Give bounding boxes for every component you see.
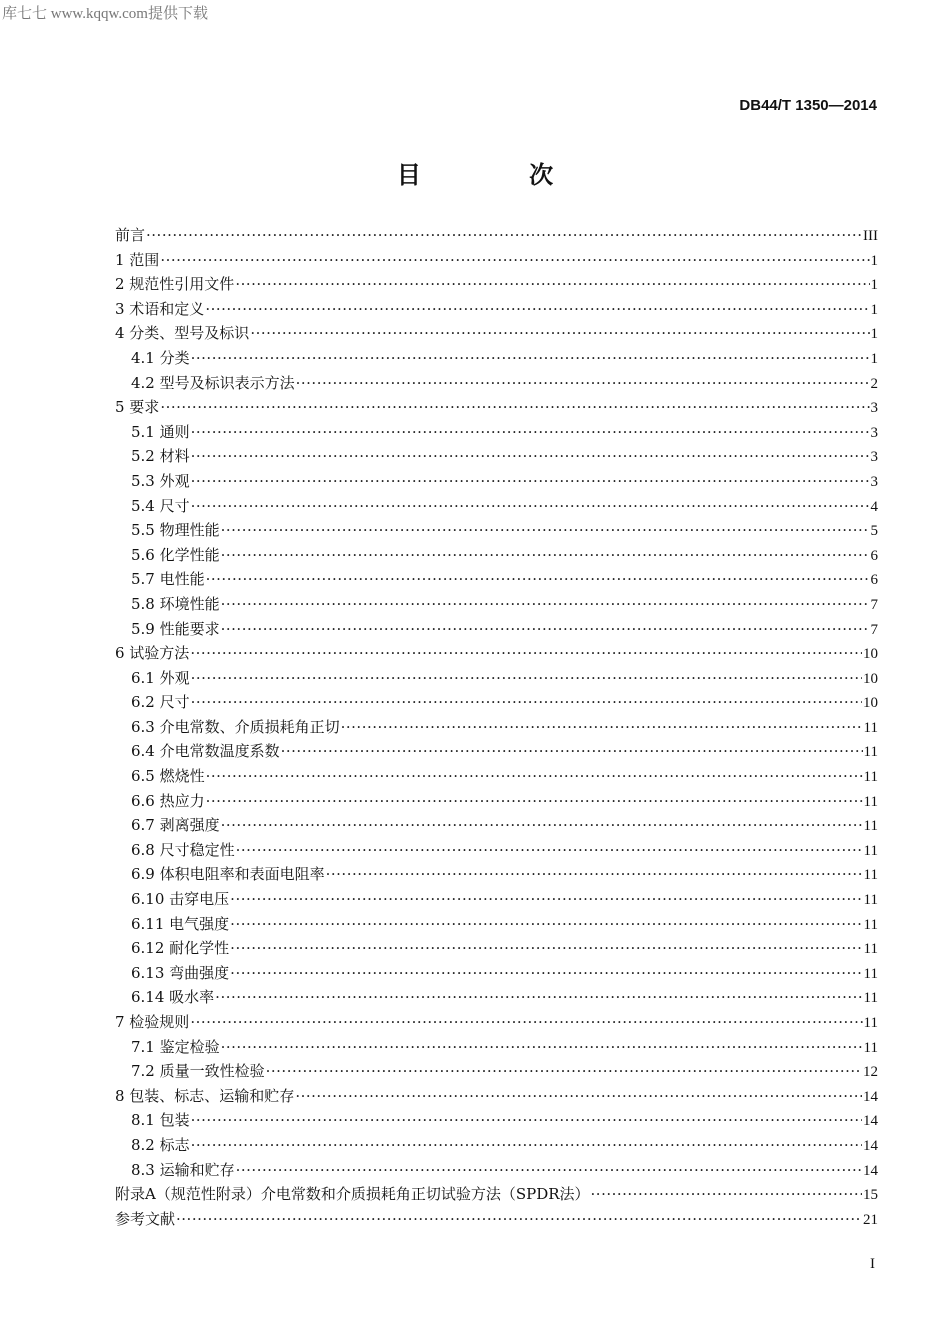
dot-leader (191, 497, 870, 515)
toc-entry-label: 5.7 电性能 (131, 570, 205, 589)
toc-entry-label: 6.9 体积电阻率和表面电阻率 (131, 865, 325, 884)
toc-entry-page: 4 (870, 498, 878, 515)
toc-entry-label: 6 试验方法 (115, 644, 190, 663)
toc-entry-page: 21 (863, 1211, 878, 1228)
toc-entry[interactable] (115, 888, 878, 913)
dot-leader (221, 816, 863, 834)
dot-leader (326, 865, 863, 883)
dot-leader (236, 841, 863, 859)
toc-entry[interactable] (115, 298, 878, 323)
toc-entry-page: 11 (863, 892, 878, 909)
toc-entry-page: 14 (863, 1088, 878, 1105)
toc-entry-label: 2 规范性引用文件 (115, 275, 235, 294)
dot-leader (230, 939, 862, 957)
toc-entry-page: 7 (870, 596, 878, 613)
toc-entry-label: 5.1 通则 (131, 422, 190, 441)
toc-entry-page: 3 (870, 449, 878, 466)
toc-entry[interactable] (115, 544, 878, 569)
toc-entry-label: 附录A（规范性附录）介电常数和介质损耗角正切试验方法（SPDR法） (115, 1185, 590, 1204)
dot-leader (206, 767, 863, 785)
toc-entry-label: 5.9 性能要求 (131, 619, 220, 638)
toc-entry[interactable] (115, 1085, 878, 1110)
toc-entry-label: 6.2 尺寸 (131, 693, 190, 712)
page-title: 目 次 (396, 161, 604, 189)
toc-entry-page: 6 (870, 547, 878, 564)
toc-entry-label: 6.4 介电常数温度系数 (131, 742, 280, 761)
toc-entry-page: 1 (870, 301, 878, 318)
dot-leader (221, 521, 870, 539)
dot-leader (296, 374, 870, 392)
toc-entry[interactable] (115, 495, 878, 520)
toc-entry-label: 5.4 尺寸 (131, 496, 190, 515)
toc-entry-page: 3 (870, 424, 878, 441)
dot-leader (191, 472, 870, 490)
dot-leader (215, 988, 862, 1006)
toc-entry-label: 6.12 耐化学性 (131, 939, 230, 958)
toc-entry-label: 4.1 分类 (131, 348, 190, 367)
toc-entry[interactable] (115, 937, 878, 962)
watermark: 库七七 www.kqqw.com提供下载 (2, 6, 208, 22)
toc-entry-page: 10 (863, 670, 878, 687)
dot-leader (190, 1013, 862, 1031)
toc-entry-label: 5.2 材料 (131, 447, 190, 466)
toc-entry-label: 7.1 鉴定检验 (131, 1037, 220, 1056)
table-of-contents (115, 224, 878, 1232)
dot-leader (281, 742, 863, 760)
toc-entry[interactable] (115, 716, 878, 741)
toc-entry-page: 14 (863, 1162, 878, 1179)
toc-entry-page: 11 (863, 1015, 878, 1031)
dot-leader (191, 669, 862, 687)
toc-entry-page: III (863, 228, 878, 244)
toc-entry-label: 6.3 介电常数、介质损耗角正切 (131, 717, 340, 736)
dot-leader (146, 226, 862, 244)
toc-entry[interactable] (115, 1109, 878, 1134)
toc-entry[interactable] (115, 347, 878, 372)
toc-entry-label: 3 术语和定义 (115, 299, 205, 318)
toc-entry-page: 3 (870, 473, 878, 490)
toc-entry-label: 6.14 吸水率 (131, 988, 215, 1007)
toc-entry-label: 6.8 尺寸稳定性 (131, 840, 235, 859)
toc-entry-page: 11 (863, 793, 878, 810)
toc-entry-page: 11 (863, 719, 878, 736)
dot-leader (235, 275, 869, 293)
toc-entry-label: 8 包装、标志、运输和贮存 (115, 1086, 295, 1105)
toc-entry-page: 10 (863, 695, 878, 712)
dot-leader (206, 792, 863, 810)
toc-entry-page: 6 (870, 572, 878, 589)
toc-entry[interactable] (115, 913, 878, 938)
toc-entry-label: 4.2 型号及标识表示方法 (131, 373, 295, 392)
toc-entry-label: 8.1 包装 (131, 1111, 190, 1130)
toc-entry[interactable] (115, 421, 878, 446)
toc-entry-page: 11 (863, 941, 878, 958)
toc-entry[interactable] (115, 273, 878, 298)
toc-entry-page: 1 (870, 326, 878, 343)
dot-leader (266, 1062, 862, 1080)
toc-entry[interactable] (115, 642, 878, 667)
dot-leader (221, 620, 870, 638)
toc-entry[interactable] (115, 445, 878, 470)
toc-entry-label: 1 范围 (115, 250, 160, 269)
toc-entry[interactable] (115, 814, 878, 839)
toc-entry-page: 11 (863, 867, 878, 884)
dot-leader (191, 1111, 862, 1129)
toc-entry-label: 4 分类、型号及标识 (115, 324, 250, 343)
dot-leader (591, 1185, 862, 1203)
toc-entry-page: 11 (863, 965, 878, 982)
dot-leader (221, 1038, 863, 1056)
toc-entry-page: 11 (863, 769, 878, 786)
toc-entry-page: 14 (863, 1137, 878, 1154)
dot-leader (191, 349, 870, 367)
toc-entry-page: 12 (863, 1064, 878, 1081)
toc-entry[interactable] (115, 1159, 878, 1184)
dot-leader (295, 1087, 862, 1105)
dot-leader (341, 718, 863, 736)
toc-entry-label: 5.8 环境性能 (131, 594, 220, 613)
dot-leader (205, 300, 869, 318)
toc-entry-page: 10 (863, 646, 878, 663)
dot-leader (191, 693, 862, 711)
toc-entry-label: 5.6 化学性能 (131, 545, 220, 564)
toc-entry[interactable] (115, 372, 878, 397)
toc-entry-page: 11 (863, 818, 878, 835)
toc-entry-page: 1 (870, 252, 878, 269)
toc-entry[interactable] (115, 1060, 878, 1085)
dot-leader (176, 1210, 862, 1228)
toc-entry-page: 11 (863, 990, 878, 1007)
toc-entry[interactable] (115, 322, 878, 347)
toc-entry[interactable] (115, 1208, 878, 1233)
toc-entry-page: 1 (870, 277, 878, 294)
dot-leader (160, 398, 869, 416)
toc-entry-label: 8.2 标志 (131, 1135, 190, 1154)
toc-entry[interactable] (115, 1036, 878, 1061)
toc-entry[interactable] (115, 249, 878, 274)
dot-leader (230, 890, 862, 908)
document-code: DB44/T 1350—2014 (739, 97, 877, 114)
toc-entry[interactable] (115, 986, 878, 1011)
toc-entry-label: 6.1 外观 (131, 668, 190, 687)
toc-entry-label: 前言 (115, 226, 146, 244)
toc-entry-page: 11 (863, 842, 878, 859)
toc-entry-page: 2 (870, 375, 878, 392)
toc-entry[interactable] (115, 224, 878, 249)
dot-leader (191, 447, 870, 465)
toc-entry-label: 8.3 运输和贮存 (131, 1160, 235, 1179)
toc-entry-label: 5 要求 (115, 398, 160, 417)
toc-entry[interactable] (115, 470, 878, 495)
toc-entry[interactable] (115, 667, 878, 692)
dot-leader (191, 1136, 862, 1154)
page-number: I (870, 1256, 875, 1272)
toc-entry-label: 6.7 剥离强度 (131, 816, 220, 835)
toc-entry-page: 7 (870, 621, 878, 638)
dot-leader (230, 964, 862, 982)
toc-entry-label: 5.5 物理性能 (131, 521, 220, 540)
toc-entry-page: 11 (863, 1039, 878, 1056)
toc-entry[interactable] (115, 568, 878, 593)
toc-entry[interactable] (115, 962, 878, 987)
toc-entry[interactable] (115, 519, 878, 544)
toc-entry[interactable] (115, 1183, 878, 1208)
toc-entry[interactable] (115, 593, 878, 618)
dot-leader (236, 1161, 862, 1179)
toc-entry[interactable] (115, 863, 878, 888)
toc-entry-page: 3 (870, 400, 878, 417)
toc-entry-label: 7.2 质量一致性检验 (131, 1062, 265, 1081)
dot-leader (190, 644, 862, 662)
toc-entry[interactable] (115, 618, 878, 643)
toc-entry-label: 6.13 弯曲强度 (131, 963, 230, 982)
toc-entry-label: 6.6 热应力 (131, 791, 205, 810)
dot-leader (221, 595, 870, 613)
toc-entry[interactable] (115, 790, 878, 815)
toc-entry[interactable] (115, 839, 878, 864)
toc-entry-page: 5 (870, 523, 878, 540)
toc-entry-label: 5.3 外观 (131, 471, 190, 490)
toc-entry-page: 1 (870, 350, 878, 367)
toc-entry[interactable] (115, 691, 878, 716)
toc-entry-label: 6.11 电气强度 (131, 914, 230, 933)
toc-entry-page: 14 (863, 1113, 878, 1130)
toc-entry-page: 15 (863, 1187, 878, 1204)
toc-entry-label: 6.10 击穿电压 (131, 890, 230, 909)
toc-entry-page: 11 (863, 916, 878, 933)
dot-leader (230, 915, 862, 933)
dot-leader (221, 546, 870, 564)
toc-entry[interactable] (115, 1134, 878, 1159)
toc-entry-label: 7 检验规则 (115, 1013, 190, 1031)
dot-leader (206, 570, 870, 588)
toc-entry[interactable] (115, 1011, 878, 1036)
dot-leader (191, 423, 870, 441)
dot-leader (250, 324, 869, 342)
toc-entry-label: 参考文献 (115, 1209, 176, 1228)
toc-entry[interactable] (115, 396, 878, 421)
toc-entry-label: 6.5 燃烧性 (131, 767, 205, 786)
toc-entry[interactable] (115, 740, 878, 765)
toc-entry-page: 11 (863, 744, 878, 761)
toc-entry[interactable] (115, 765, 878, 790)
dot-leader (160, 251, 869, 269)
